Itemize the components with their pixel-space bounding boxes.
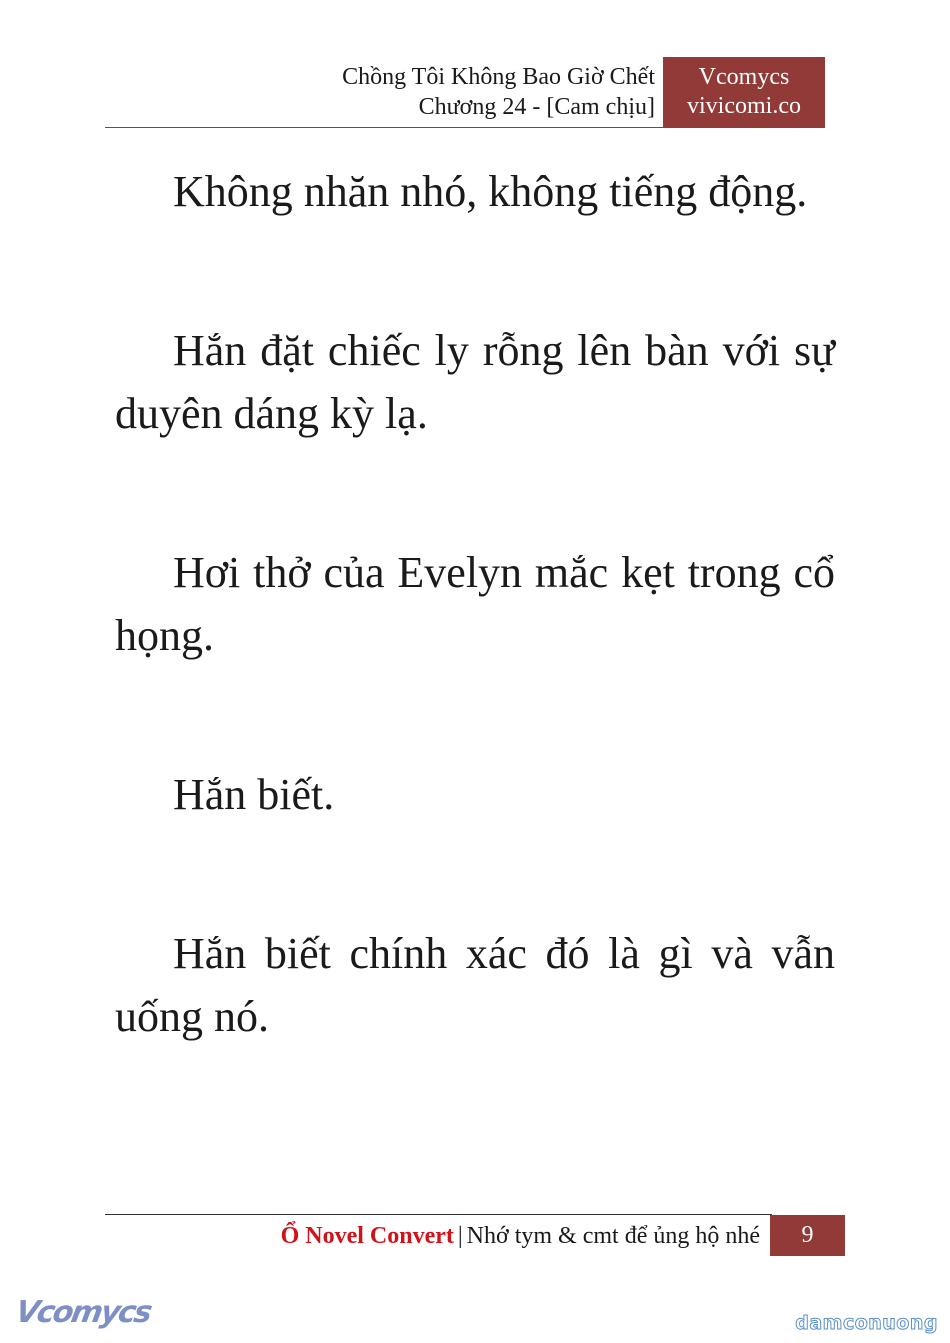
chapter-title: Chương 24 - [Cam chịu] [418,94,655,120]
vcomycs-logo-watermark: Vcomycs [12,1295,154,1330]
footer-text [281,1221,760,1251]
footer-separator: | [457,1223,463,1249]
book-title: Chồng Tôi Không Bao Giờ Chết [342,64,655,90]
chapter-body [115,160,835,1144]
footer-brand: Ổ Novel Convert [280,1223,454,1249]
running-header [342,62,655,122]
footer-divider [105,1214,772,1215]
paragraph: Không nhăn nhó, không tiếng động. [173,167,808,216]
header-divider [105,127,665,128]
footer-message: Nhớ tym & cmt để ủng hộ nhé [466,1223,760,1249]
page-number: 9 [770,1215,845,1256]
paragraph: Hắn biết chính xác đó là gì và vẫn uống nó. [115,929,835,1041]
header-badge [663,57,825,128]
paragraph: Hơi thở của Evelyn mắc kẹt trong cổ họng. [115,548,835,660]
badge-site-name: Vcomycs [698,64,790,90]
damconuong-watermark: damconuong [795,1312,938,1334]
badge-site-url: vivicomi.co [687,93,801,119]
paragraph: Hắn đặt chiếc ly rỗng lên bàn với sự duyên dáng kỳ lạ. [115,326,835,438]
paragraph: Hắn biết. [173,770,335,819]
